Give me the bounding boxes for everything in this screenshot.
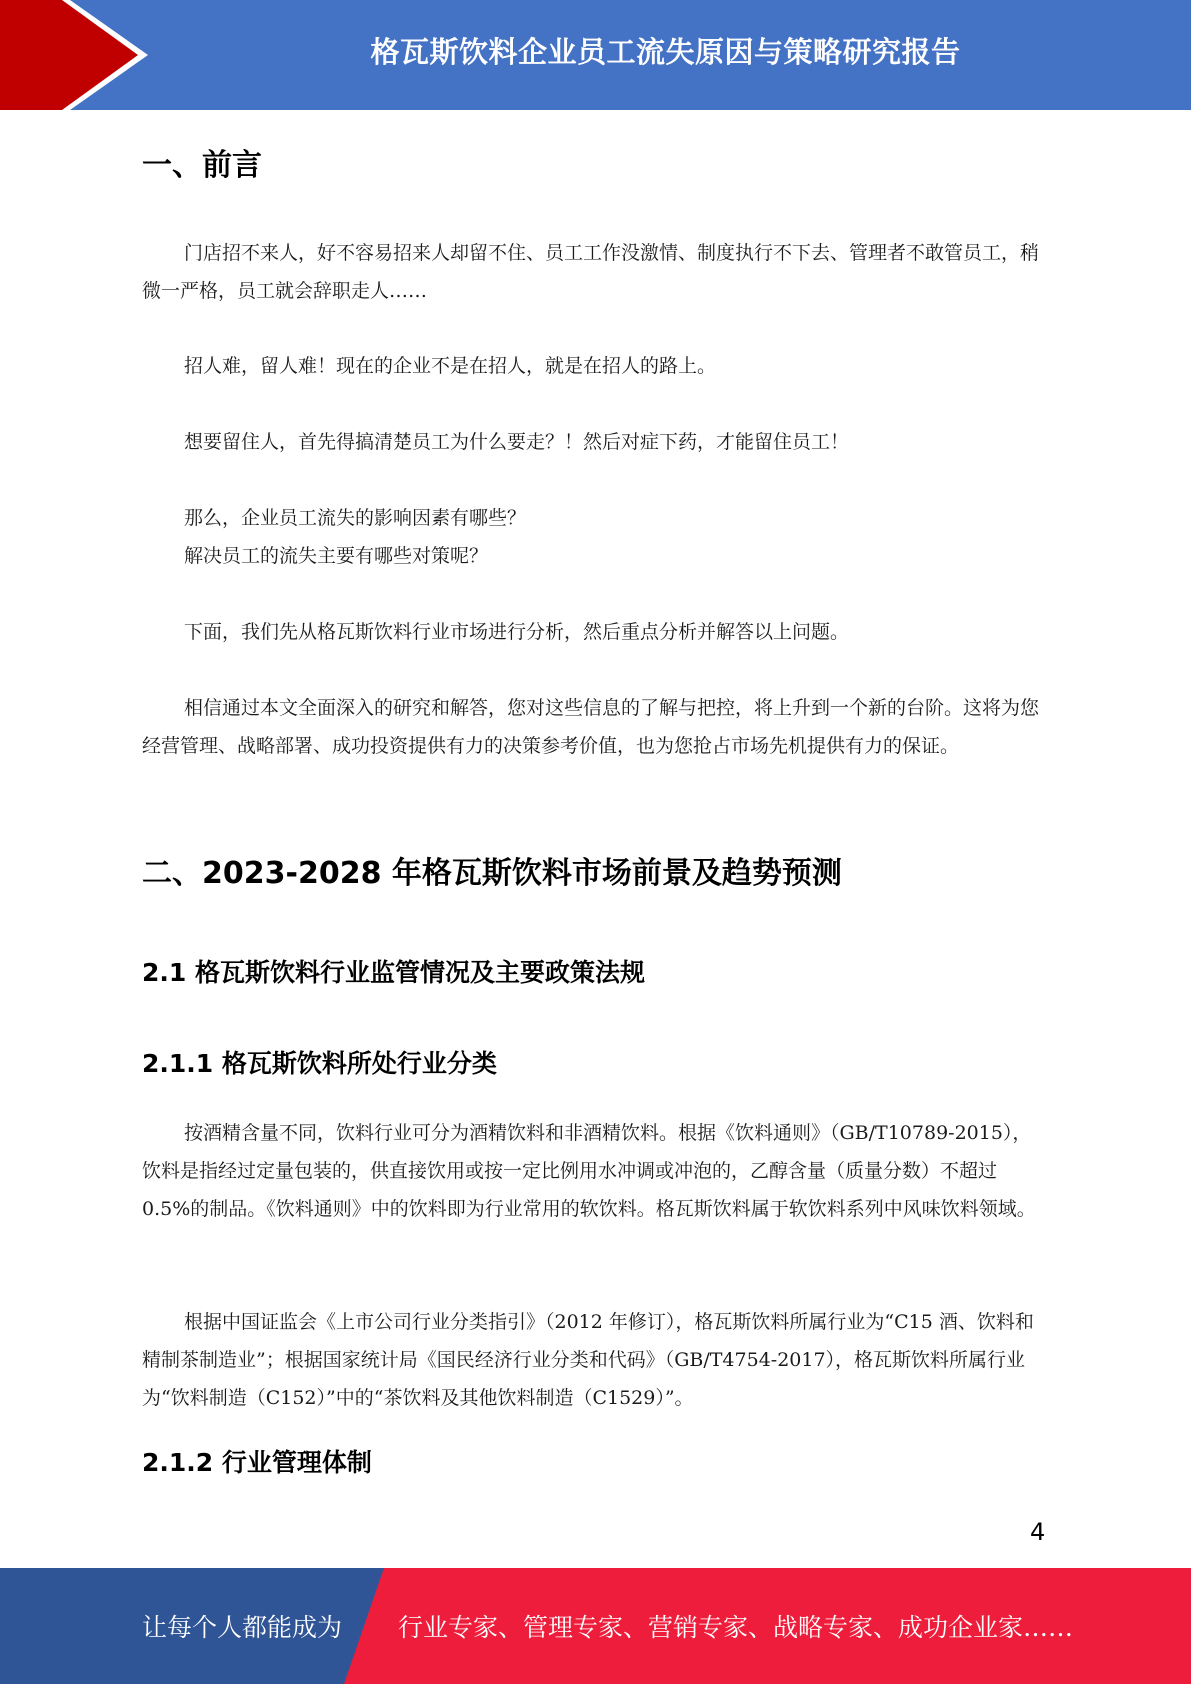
footer-slogan-right: 行业专家、管理专家、营销专家、战略专家、成功企业家……	[398, 1613, 1074, 1642]
page-footer	[0, 1568, 1191, 1684]
paragraph: 那么，企业员工流失的影响因素有哪些？	[184, 507, 527, 529]
section-heading-preface: 一、前言	[142, 148, 262, 183]
report-title: 格瓦斯饮料企业员工流失原因与策略研究报告	[370, 34, 961, 69]
paragraph: 下面，我们先从格瓦斯饮料行业市场进行分析，然后重点分析并解答以上问题。	[184, 621, 850, 643]
paragraph: 招人难，留人难！现在的企业不是在招人，就是在招人的路上。	[184, 355, 717, 377]
page-number: 4	[1030, 1518, 1046, 1546]
header-arrow-accent	[0, 0, 160, 110]
subsection-heading-regulation: 2.1 格瓦斯饮料行业监管情况及主要政策法规	[142, 958, 645, 987]
footer-slogan-left: 让每个人都能成为	[142, 1613, 343, 1642]
paragraph: 相信通过本文全面深入的研究和解答，您对这些信息的了解与把控，将上升到一个新的台阶。这将为您经营管理、战略部署、成功投资提供有力的决策参考价值，也为您抢占市场先机提供有力的保证。	[142, 697, 1040, 757]
paragraph: 门店招不来人，好不容易招来人却留不住、员工工作没激情、制度执行不下去、管理者不敢管员工，稍微一严格，员工就会辞职走人……	[142, 242, 1040, 302]
paragraph: 根据中国证监会《上市公司行业分类指引》（2012 年修订），格瓦斯饮料所属行业为“C15 酒、饮料和精制茶制造业”；根据国家统计局《国民经济行业分类和代码》（GB/T4754-2017），格瓦斯饮料所属行业为“饮料制造（C152）”中的“茶饮料及其他饮料制造（C1529）”。	[142, 1311, 1034, 1409]
paragraph: 解决员工的流失主要有哪些对策呢？	[184, 545, 489, 567]
section-heading-market-forecast: 二、2023-2028 年格瓦斯饮料市场前景及趋势预测	[142, 856, 842, 891]
page-header	[0, 0, 1191, 110]
subsection-heading-classification: 2.1.1 格瓦斯饮料所处行业分类	[142, 1049, 497, 1078]
subsection-heading-management: 2.1.2 行业管理体制	[142, 1448, 372, 1477]
paragraph: 按酒精含量不同，饮料行业可分为酒精饮料和非酒精饮料。根据《饮料通则》（GB/T10789-2015），饮料是指经过定量包装的，供直接饮用或按一定比例用水冲调或冲泡的，乙醇含量（质量分数）不超过 0.5%的制品。《饮料通则》中的饮料即为行业常用的软饮料。格瓦斯饮料属于软饮料系列中风味饮料领域。	[142, 1122, 1036, 1220]
paragraph: 想要留住人，首先得搞清楚员工为什么要走？！然后对症下药，才能留住员工！	[184, 431, 850, 453]
